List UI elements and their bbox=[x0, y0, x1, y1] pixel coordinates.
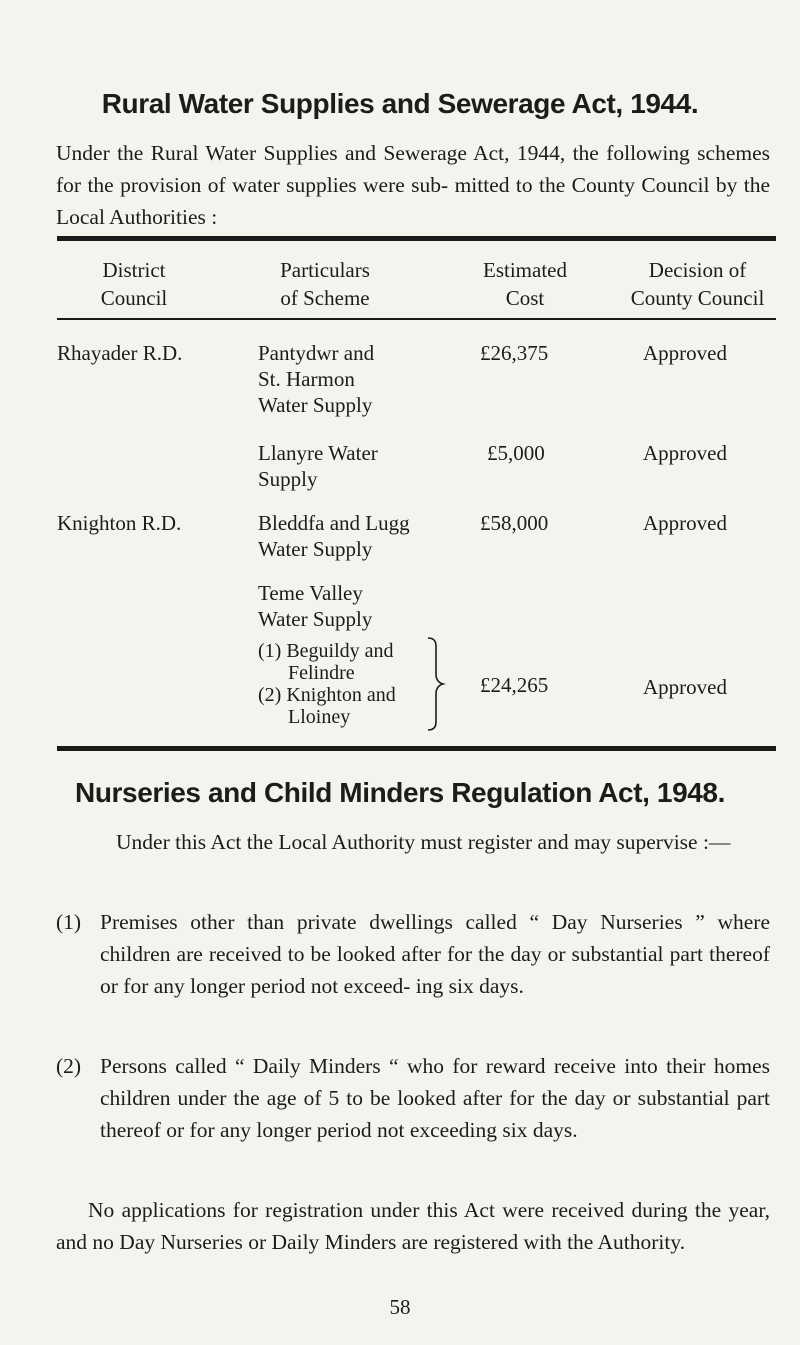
closing-paragraph: No applications for registration under this Act were received during the year, and no Day Nurseries or Daily Minders are registered with the Authority. bbox=[56, 1198, 770, 1254]
nurseries-intro: Under this Act the Local Authority must register and may supervise :— bbox=[116, 830, 731, 854]
col-header-district: District Council bbox=[100, 258, 168, 310]
table-row-district: Knighton R.D. bbox=[57, 511, 182, 535]
right-brace-icon bbox=[424, 636, 450, 732]
list-item: Persons called “ Daily Minders “ who for reward receive into their homes children under the age of 5 to be looked after for the day or substantial part thereof or for any longer period not exceeding six days. bbox=[100, 1054, 770, 1142]
col-header-cost: Estimated Cost bbox=[483, 258, 567, 310]
list-item: Premises other than private dwellings called “ Day Nurseries ” where children are received to be looked after for the day or substantial part thereof or for any longer period not exceed- ing six days. bbox=[100, 910, 770, 998]
table-top-rule bbox=[57, 236, 776, 241]
table-row-scheme: Teme Valley Water Supply bbox=[258, 581, 373, 631]
table-row-district: Rhayader R.D. bbox=[57, 341, 183, 365]
section-heading-water-act: Rural Water Supplies and Sewerage Act, 1944. bbox=[101, 88, 699, 119]
table-row-cost: £5,000 bbox=[487, 441, 545, 465]
table-row-cost: £24,265 bbox=[480, 673, 549, 697]
water-act-intro: Under the Rural Water Supplies and Sewerage Act, 1944, the following schemes for the provision of water supplies were sub- mitted to the County Council by the Local Authorities : bbox=[56, 141, 770, 229]
table-row-decision: Approved bbox=[643, 341, 727, 365]
page-number: 58 bbox=[389, 1295, 411, 1319]
table-row-decision: Approved bbox=[643, 511, 727, 535]
table-row-scheme: Bleddfa and Lugg Water Supply bbox=[258, 511, 410, 561]
table-row-decision: Approved bbox=[643, 441, 727, 465]
list-item-number: (1) bbox=[56, 910, 82, 934]
sub-scheme-list: (1) Beguildy and Felindre (2) Knighton and Lloiney bbox=[258, 640, 396, 728]
section-heading-nurseries-act: Nurseries and Child Minders Regulation Act, 1948. bbox=[75, 777, 725, 808]
list-item-number: (2) bbox=[56, 1054, 82, 1078]
table-row-scheme: Pantydwr and St. Harmon Water Supply bbox=[258, 341, 375, 417]
table-bottom-rule bbox=[57, 746, 776, 751]
table-row-decision: Approved bbox=[643, 675, 727, 699]
col-header-particulars: Particulars of Scheme bbox=[280, 258, 370, 310]
col-header-decision: Decision of County Council bbox=[630, 258, 765, 310]
table-row-cost: £58,000 bbox=[480, 511, 549, 535]
table-row-cost: £26,375 bbox=[480, 341, 549, 365]
table-header-rule bbox=[57, 318, 776, 320]
table-row-scheme: Llanyre Water Supply bbox=[258, 441, 378, 491]
